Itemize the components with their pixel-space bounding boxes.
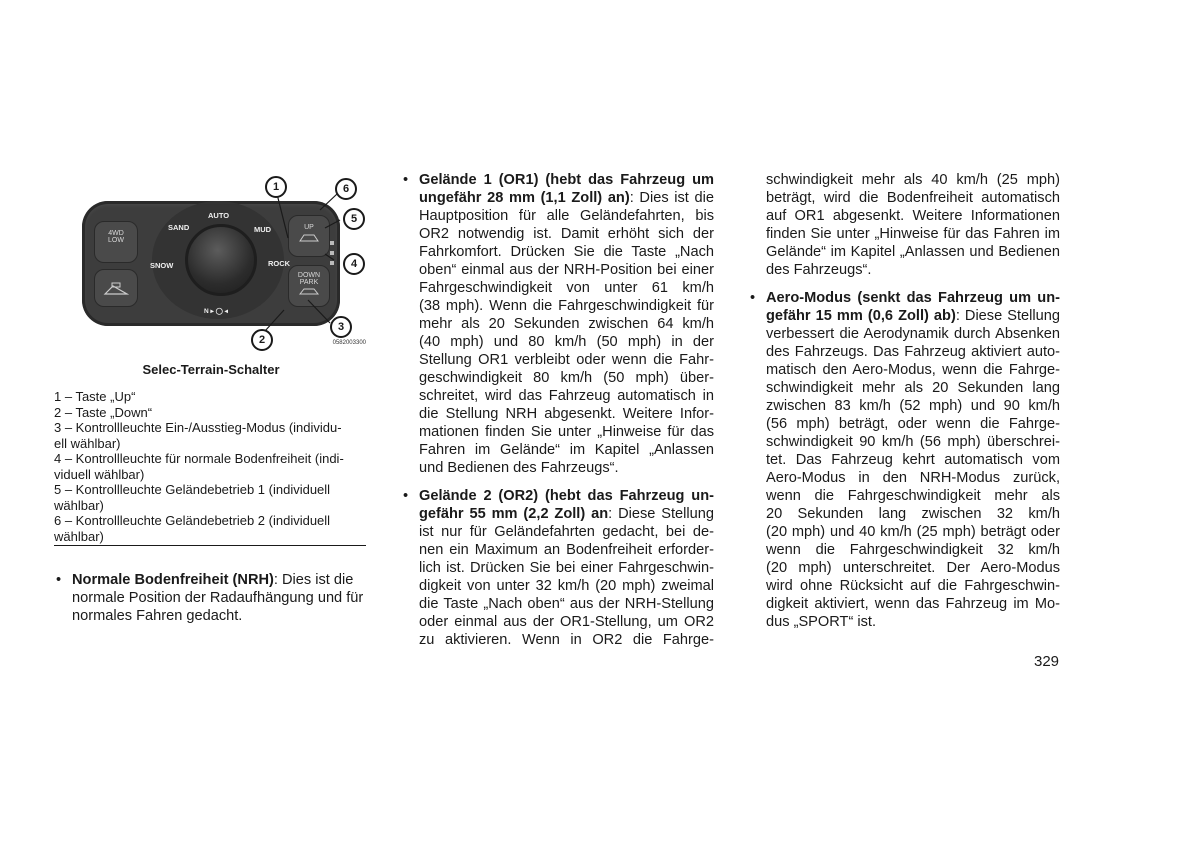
bullet-text: Fahren im Gelände“ im Kapitel „Anlassen [419,442,714,458]
bullet-text: (38 mph). Wenn die Fahrgeschwindigkeit für [419,298,714,314]
bullet-heading: gefähr 55 mm (2,2 Zoll) an [419,506,609,522]
right-column [750,171,1060,641]
paragraph-line: auf OR1 abgesenkt. Weitere Informationen [766,208,1060,224]
bullet-heading: Gelände 1 (OR1) (hebt das Fahrzeug um [419,172,714,188]
callout-4: 4 [343,253,365,275]
4wd-low-button: 4WD LOW [94,221,138,263]
callout-3: 3 [330,316,352,338]
legend-line: 1 – Taste „Up“ [54,389,136,404]
bullet-text: Hauptposition für alle Geländefahrten, bis [419,208,714,224]
bullet-text: digkeit aktiviert, wenn das Fahrzeug im Mo- [766,596,1060,612]
bullet-text: nen ein Maximum an Bodenfreiheit erforder- [419,542,714,558]
bullet-text: wenn die Fahrgeschwindigkeit 32 km/h [766,542,1060,558]
legend-line: 4 – Kontrollleuchte für normale Bodenfreiheit (indi- [54,451,344,466]
up-button: UP [288,215,330,257]
bullet-text: ist nur für Geländefahrten gedacht, bei de- [419,524,714,540]
bullet-text: : Diese Stellung [955,308,1060,324]
bullet-text: mationen finden Sie unter „Hinweise für das [419,424,714,440]
legend-line: 5 – Kontrollleuchte Geländebetrieb 1 (individuell [54,482,331,497]
callout-5: 5 [343,208,365,230]
bullet-dot: • [403,172,409,188]
bullet-text: Aero-Modus in den NRH-Modus zurück, [766,470,1060,486]
bullet-text: 20 Sekunden lang zwischen 32 km/h [766,506,1060,522]
legend-line: 6 – Kontrollleuchte Geländebetrieb 2 (individuell [54,513,331,528]
figure-caption: Selec-Terrain-Schalter [142,362,280,377]
figure-code: 0582003300 [332,340,366,346]
bullet-dot: • [403,488,409,504]
bullet-text: oder einmal aus der OR1-Stellung, um OR2 [419,614,714,630]
bullet-text: lich ist. Drücken Sie bei einer Fahrgeschwin- [419,560,714,576]
bullet-normal-ride-height [56,571,368,625]
bullet-text: wenn die Fahrgeschwindigkeit mehr als [766,488,1060,504]
bullet-heading: Gelände 2 (OR2) (hebt das Fahrzeug un- [419,488,714,504]
bullet-text: des Fahrzeugs. Das Fahrzeug aktiviert auto- [766,344,1060,360]
bullet-heading: Aero-Modus (senkt das Fahrzeug um un- [766,290,1060,306]
label-sand: SAND [168,223,190,232]
bullet-text: digkeit von unter 32 km/h (20 mph) zweimal [419,578,714,594]
bullet-text: zwischen 83 km/h (52 mph) und 90 km/h [766,398,1060,414]
bullet-text: dus „SPORT“ ist. [766,614,877,630]
legend-line: viduell wählbar) [54,466,145,482]
left-column [56,571,368,635]
bullet-text: schwindigkeit 90 km/h (56 mph) überschrei- [766,434,1060,450]
page-number: 329 [1034,653,1060,670]
callout-lines [70,168,370,358]
paragraph-line: des Fahrzeugs“. [766,262,872,278]
bullet-text: Fahrgeschwindigkeit von unter 61 km/h [419,280,714,296]
down-button: DOWN PARK [288,265,330,307]
bullet-text: tet. Das Fahrzeug kehrt automatisch vom [766,452,1060,468]
bullet-text: : Dies ist die [629,190,714,206]
bullet-text: normales Fahren gedacht. [72,608,243,624]
bullet-dot: • [56,572,62,588]
legend-line: 2 – Taste „Down“ [54,404,153,420]
legend-line: wählbar) [54,528,104,544]
callout-2: 2 [251,329,273,351]
paragraph-line: beträgt, wird die Bodenfreiheit automatisch [766,190,1060,206]
bullet-text: wird ohne Rücksicht auf die Fahrgeschwin- [766,578,1060,594]
bullet-heading: ungefähr 28 mm (1,1 Zoll) an) [419,190,630,206]
legend-divider [54,545,366,546]
bullet-text: Stellung OR1 verbleibt oder wenn die Fahr- [419,352,714,368]
paragraph-line: Gelände“ im Kapitel „Anlassen und Bedienen [766,244,1060,260]
bullet-text: und Bedienen des Fahrzeugs“. [419,460,619,476]
label-n: N ▸ ◯ ◂ [204,308,228,315]
label-mud: MUD [254,225,272,234]
bullet-text: schreitet, wird das Fahrzeug automatisch in [419,388,714,404]
bullet-text: matisch den Aero-Modus, wenn die Fahrge- [766,362,1060,378]
label-snow: SNOW [150,261,174,270]
label-auto: AUTO [208,211,230,220]
callout-6: 6 [335,178,357,200]
bullet-text: (20 mph) unterschreitet. Der Aero-Modus [766,560,1060,576]
figure-legend [54,389,366,544]
bullet-text: : Diese Stellung [608,506,714,522]
bullet-text: normale Position der Radaufhängung und für [72,590,364,606]
callout-1: 1 [265,176,287,198]
bullet-text: (40 mph) und 80 km/h (50 mph) in der [419,334,714,350]
label-rock: ROCK [268,259,291,268]
bullet-text: schwindigkeit mehr als 20 Sekunden lang [766,380,1060,396]
bullet-text: oben“ einmal aus der NRH-Position bei einer [419,262,714,278]
bullet-text: OR2 notwendig ist. Damit erhöht sich der [419,226,714,242]
bullet-heading: gefähr 15 mm (0,6 Zoll) ab) [766,308,956,324]
bullet-heading: Normale Bodenfreiheit (NRH) [72,572,274,588]
bullet-text: die Stellung NRH abgesenkt. Weitere Infor- [419,406,714,422]
bullet-text: die Taste „Nach oben“ aus der NRH-Stellung [419,596,714,612]
selec-terrain-figure [70,168,370,358]
bullet-text: geschwindigkeit 80 km/h (50 mph) über- [419,370,714,386]
middle-column [403,171,714,659]
bullet-text: Fahrkomfort. Drücken Sie die Taste „Nach [419,244,714,260]
bullet-off-road-2 [403,487,714,649]
legend-line: 3 – Kontrollleuchte Ein-/Ausstieg-Modus (individu- [54,420,342,435]
bullet-text: zu aktivieren. Wenn in OR2 die Fahrge- [419,632,714,648]
legend-line: wählbar) [54,497,104,513]
paragraph-line: finden Sie unter „Hinweise für das Fahren im [766,226,1060,242]
paragraph-line: schwindigkeit mehr als 40 km/h (25 mph) [766,172,1060,188]
bullet-off-road-1 [403,171,714,477]
continued-paragraph [766,171,1060,279]
legend-line: ell wählbar) [54,435,121,451]
bullet-dot: • [750,290,756,306]
bullet-text: (56 mph) beträgt, oder wenn die Fahrge- [766,416,1060,432]
bullet-text: verbessert die Aerodynamik durch Absenken [766,326,1060,342]
bullet-text: : Dies ist die [273,572,354,588]
bullet-aero-mode [750,289,1060,631]
bullet-text: (20 mph) und 40 km/h (25 mph) beträgt oder [766,524,1060,540]
bullet-text: mehr als 20 Sekunden zwischen 64 km/h [419,316,714,332]
